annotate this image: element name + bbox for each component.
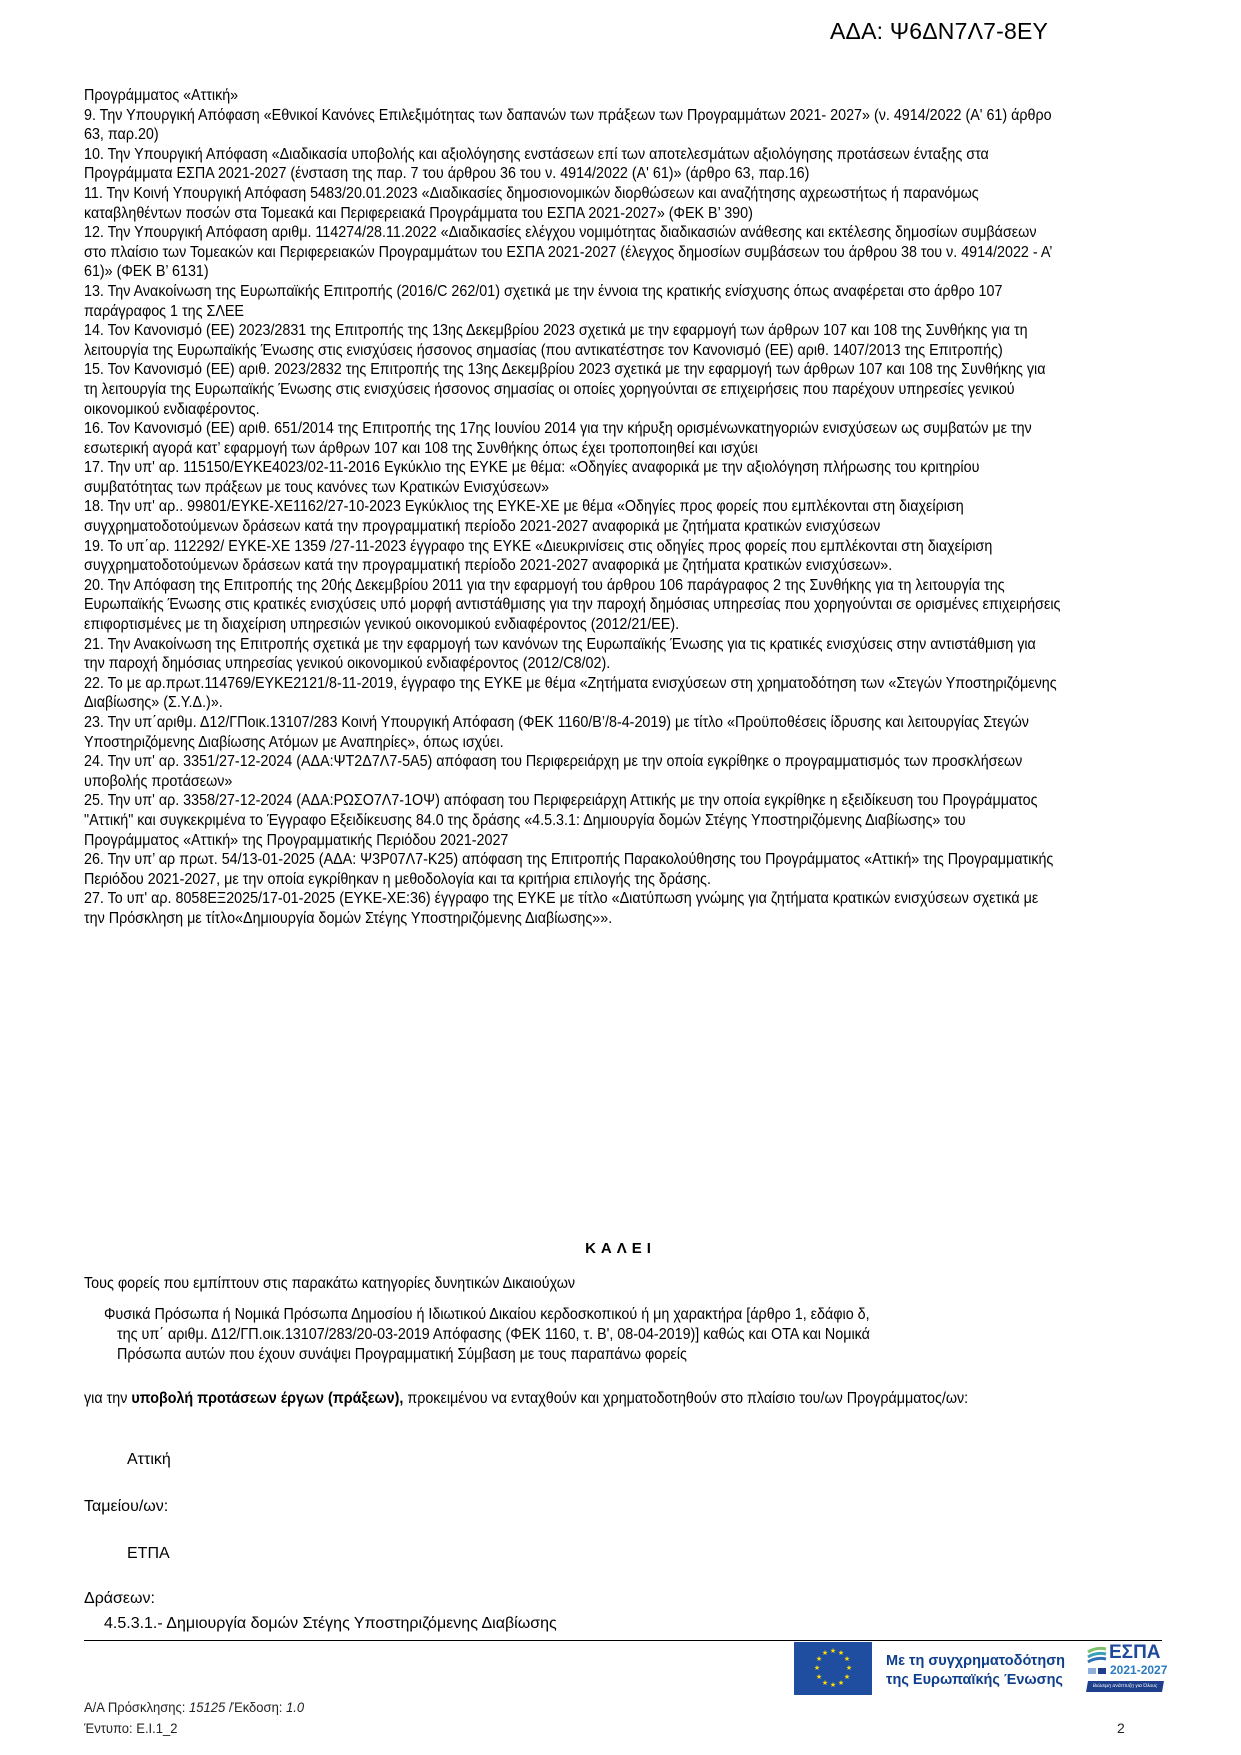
reference-item: 17. Την υπ' αρ. 115150/ΕΥΚΕ4023/02-11-2016 Εγκύκλιο της ΕΥΚΕ με θέμα: «Οδηγίες αναφορικά με την αξιολόγηση πλήρωσης του κριτηρίου συμβατότητας των πράξεων με τους κανόνες των Κρατικών Ενισχύσεων» bbox=[84, 459, 980, 496]
actions-label: Δράσεων: bbox=[84, 1590, 155, 1607]
svg-text:★: ★ bbox=[843, 1673, 851, 1681]
purpose-pre: για την bbox=[84, 1390, 132, 1407]
svg-text:★: ★ bbox=[837, 1649, 845, 1657]
reference-item: 16. Τον Κανονισμό (ΕΕ) αριθ. 651/2014 της Επιτροπής της 17ης Ιουνίου 2014 για την κήρυξη ορισμένωνκατηγοριών ενισχύσεων ως συμβατών με την εσωτερική αγορά κατ’ εφαρμογή των άρθρων 107 και 108 της Συνθήκης όπως έχει τροποποιηθεί και ισχύει bbox=[84, 420, 1032, 457]
espa-logo bbox=[1087, 1643, 1169, 1699]
reference-item: Προγράμματος «Αττική» bbox=[84, 87, 239, 104]
svg-text:★: ★ bbox=[829, 1681, 837, 1689]
espa-waves-icon bbox=[1087, 1645, 1107, 1679]
reference-item: 15. Τον Κανονισμό (ΕΕ) αριθ. 2023/2832 της Επιτροπής της 13ης Δεκεμβρίου 2023 σχετικά με την εφαρμογή των άρθρων 107 και 108 της Συνθήκης για τη λειτουργία της Ευρωπαϊκής Ένωσης στις ενισχύσεις ήσσονος σημασίας οι οποίες χορηγούνται σε επιχειρήσεις που παρέχουν υπηρεσίες γενικού οικονομικού ενδιαφέροντος. bbox=[84, 361, 1046, 418]
purpose-statement bbox=[84, 1389, 1149, 1409]
reference-item: 26. Την υπ’ αρ πρωτ. 54/13-01-2025 (ΑΔΑ: Ψ3Ρ07Λ7-Κ25) απόφαση της Επιτροπής Παρακολούθησης του Προγράμματος «Αττική» της Προγραμματικής Περιόδου 2021-2027, με την οποία εγκρίθηκαν η μεθοδολογία και τα κριτήρια επιλογής της δράσης. bbox=[84, 851, 1054, 888]
fund-label: Ταμείου/ων: bbox=[84, 1498, 169, 1515]
version-label: /Έκδοση: bbox=[225, 1699, 287, 1715]
reference-item: 14. Τον Κανονισμό (ΕΕ) 2023/2831 της Επιτροπής της 13ης Δεκεμβρίου 2023 σχετικά με την εφαρμογή των άρθρων 107 και 108 της Συνθήκης για τη λειτουργία της Ευρωπαϊκής Ένωσης στις ενισχύσεις ήσσονος σημασίας (που αντικατέστησε τον Κανονισμό (ΕΕ) αριθ. 1407/2013 της Επιτροπής) bbox=[84, 322, 1028, 359]
purpose-bold: υποβολή προτάσεων έργων (πράξεων), bbox=[131, 1390, 404, 1407]
reference-item: 27. Το υπ' αρ. 8058ΕΞ2025/17-01-2025 (ΕΥΚΕ-ΧΕ:36) έγγραφο της ΕΥΚΕ με τίτλο «Διατύπωση γνώμης για ζητήματα κρατικών ενισχύσεων σχετικά με την Πρόσκληση με τίτλο«Δημιουργία δομών Στέγης Υποστηριζόμενης Διαβίωσης»». bbox=[84, 890, 1039, 927]
reference-item: 18. Την υπ' αρ.. 99801/ΕΥΚΕ-ΧΕ1162/27-10-2023 Εγκύκλιος της ΕΥΚΕ-ΧΕ με θέμα «Οδηγίες προς φορείς που εμπλέκονται στη διαχείριση συγχρηματοδοτούμενων δράσεων κατά την προγραμματική περίοδο 2021-2027 αναφορικά με ζητήματα κρατικών ενισχύσεων bbox=[84, 498, 964, 536]
program-value: Αττική bbox=[127, 1451, 171, 1468]
page-number: 2 bbox=[1117, 1720, 1125, 1736]
svg-text:★: ★ bbox=[821, 1679, 829, 1687]
svg-text:★: ★ bbox=[821, 1649, 829, 1657]
svg-text:★: ★ bbox=[845, 1664, 853, 1672]
reference-item: 24. Την υπ' αρ. 3351/27-12-2024 (ΑΔΑ:ΨΤ2Δ7Λ7-5Α5) απόφαση του Περιφερειάρχη με την οποία εγκρίθηκε ο προγραμματισμός των προσκλήσεων υποβολής προτάσεων» bbox=[84, 753, 1023, 790]
svg-text:★: ★ bbox=[813, 1664, 821, 1672]
reference-item: 10. Την Υπουργική Απόφαση «Διαδικασία υποβολής και αξιολόγησης ενστάσεων επί των αποτελεσμάτων αξιολόγησης προτάσεων ένταξης στα Προγράμματα ΕΣΠΑ 2021-2027 (ένσταση της παρ. 7 του άρθρου 36 του ν. 4914/2022 (Α' 61)» (άρθρο 63, παρ.16) bbox=[84, 145, 989, 183]
reference-item: 25. Την υπ' αρ. 3358/27-12-2024 (ΑΔΑ:ΡΩΣΟ7Λ7-1ΟΨ) απόφαση του Περιφερειάρχη Αττικής με την οποία εγκρίθηκε η εξειδίκευση του Προγράμματος "Αττική" και συγκεκριμένα το Έγγραφο Εξειδίκευσης 84.0 της δράσης «4.5.3.1: Δημιουργία δομών Στέγης Υποστηριζόμενης Διαβίωσης» του Προγράμματος «Αττική» της Προγραμματικής Περιόδου 2021-2027 bbox=[84, 792, 1038, 849]
svg-text:★: ★ bbox=[837, 1679, 845, 1687]
section-heading: ΚΑΛΕΙ bbox=[585, 1240, 656, 1257]
espa-word: ΕΣΠΑ bbox=[1109, 1642, 1161, 1663]
purpose-post: προκειμένου να ενταχθούν και χρηματοδοτηθούν στο πλαίσιο του/ων Προγράμματος/ων: bbox=[403, 1390, 969, 1407]
espa-tagline: Βιώσιμη ανάπτυξη για Όλους bbox=[1086, 1681, 1164, 1692]
eu-flag-icon bbox=[794, 1642, 872, 1695]
eu-cofunding-text bbox=[886, 1652, 1065, 1690]
reference-item: 9. Την Υπουργική Απόφαση «Εθνικοί Κανόνες Επιλεξιμότητας των δαπανών των πράξεων των Προγραμμάτων 2021- 2027» (ν. 4914/2022 (Α' 61) άρθρο 63, παρ.20) bbox=[84, 106, 1052, 144]
footer-divider bbox=[84, 1640, 1162, 1641]
beneficiaries-intro: Τους φορείς που εμπίπτουν στις παρακάτω κατηγορίες δυνητικών Δικαιούχων bbox=[84, 1275, 576, 1292]
reference-item: 20. Την Απόφαση της Επιτροπής της 20ής Δεκεμβρίου 2011 για την εφαρμογή του άρθρου 106 παράγραφος 2 της Συνθήκης για τη λειτουργία της Ευρωπαϊκής Ένωσης στις κρατικές ενισχύσεις υπό μορφή αντιστάθμισης για την παροχή δημόσιας υπηρεσίας που χορηγούνται σε ορισμένες επιχειρήσεις επιφορτισμένες με τη διαχείριση υπηρεσιών γενικού οικονομικού ενδιαφέροντος (2012/21/ΕΕ). bbox=[84, 576, 1061, 634]
action-value: 4.5.3.1.- Δημιουργία δομών Στέγης Υποστηριζόμενης Διαβίωσης bbox=[104, 1615, 557, 1632]
svg-text:★: ★ bbox=[829, 1647, 837, 1655]
beneficiaries-line: Φυσικά Πρόσωπα ή Νομικά Πρόσωπα Δημοσίου ή Ιδιωτικού Δικαίου κερδοσκοπικού ή μη χαρακτήρα [άρθρο 1, εδάφιο δ, bbox=[104, 1306, 870, 1323]
reference-item: 21. Την Ανακοίνωση της Επιτροπής σχετικά με την εφαρμογή των κανόνων της Ευρωπαϊκής Ένωσης για τις κρατικές ενισχύσεις στην αντιστάθμιση για την παροχή δημόσιας υπηρεσίας γενικού οικονομικού ενδιαφέροντος (2012/C8/02). bbox=[84, 635, 1036, 673]
svg-text:★: ★ bbox=[815, 1655, 823, 1663]
ada-code: ΑΔΑ: Ψ6ΔΝ7Λ7-8ΕΥ bbox=[830, 18, 1049, 44]
legal-references bbox=[84, 86, 1061, 929]
fund-value: ΕΤΠΑ bbox=[127, 1545, 170, 1562]
version-number: 1.0 bbox=[286, 1699, 305, 1715]
eu-text-line: της Ευρωπαϊκής Ένωσης bbox=[886, 1672, 1063, 1688]
svg-text:★: ★ bbox=[843, 1655, 851, 1663]
reference-item: 11. Την Κοινή Υπουργική Απόφαση 5483/20.01.2023 «Διαδικασίες δημοσιονομικών διορθώσεων και αναζήτησης αχρεωστήτως ή παρανόμως καταβληθέντων ποσών στα Τομεακά και Περιφερειακά Προγράμματα του ΕΣΠΑ 2021-2027» (ΦΕΚ Β’ 390) bbox=[84, 184, 979, 222]
call-label: Α/Α Πρόσκλησης: bbox=[84, 1699, 190, 1715]
reference-item: 23. Την υπ΄αριθμ. Δ12/ΓΠοικ.13107/283 Κοινή Υπουργική Απόφαση (ΦΕΚ 1160/Β’/8-4-2019) με τίτλο «Προϋποθέσεις ίδρυσης και λειτουργίας Στεγών Υποστηριζόμενης Διαβίωσης Ατόμων με Αναπηρίες», όπως ισχύει. bbox=[84, 714, 1029, 751]
beneficiaries-description bbox=[104, 1305, 1108, 1365]
beneficiaries-line: της υπ΄ αριθμ. Δ12/ΓΠ.οικ.13107/283/20-03-2019 Απόφασης (ΦΕΚ 1160, τ. Β', 08-04-2019)] καθώς και ΟΤΑ και Νομικά bbox=[117, 1326, 870, 1343]
reference-item: 13. Την Ανακοίνωση της Ευρωπαϊκής Επιτροπής (2016/C 262/01) σχετικά με την έννοια της κρατικής ενίσχυσης όπως αναφέρεται στο άρθρο 107 παράγραφος 1 της ΣΛΕΕ bbox=[84, 282, 1003, 320]
form-code: Έντυπο: Ε.Ι.1_2 bbox=[84, 1720, 178, 1736]
espa-years: 2021-2027 bbox=[1110, 1663, 1168, 1677]
reference-item: 19. Το υπ΄αρ. 112292/ ΕΥΚΕ-ΧΕ 1359 /27-11-2023 έγγραφο της ΕΥΚΕ «Διευκρινίσεις στις οδηγίες προς φορείς που εμπλέκονται στη διαχείριση συγχρηματοδοτούμενων δράσεων κατά την προγραμματική περίοδο 2021-2027 αναφορικά με ζητήματα κρατικών ενισχύσεων». bbox=[84, 537, 993, 575]
call-number: 15125 bbox=[189, 1699, 226, 1715]
svg-text:★: ★ bbox=[815, 1673, 823, 1681]
eu-text-line: Με τη συγχρηματοδότηση bbox=[886, 1653, 1066, 1669]
reference-item: 12. Την Υπουργική Απόφαση αριθμ. 114274/28.11.2022 «Διαδικασίες ελέγχου νομιμότητας διαδικασιών ανάθεσης και εκτέλεσης δημοσίων συμβάσεων στο πλαίσιο των Τομεακών και Περιφερειακών Προγραμμάτων του ΕΣΠΑ 2021-2027 (έλεγχος δημοσίων συμβάσεων του άρθρου 38 του ν. 4914/2022 - Α’ 61)» (ΦΕΚ Β’ 6131) bbox=[84, 224, 1052, 281]
reference-item: 22. Το με αρ.πρωτ.114769/ΕΥΚΕ2121/8-11-2019, έγγραφο της ΕΥΚΕ με θέμα «Ζητήματα ενισχύσεων στη χρηματοδότηση των «Στεγών Υποστηριζόμενης Διαβίωσης» (Σ.Υ.Δ.)». bbox=[84, 674, 1057, 712]
beneficiaries-line: Πρόσωπα αυτών που έχουν συνάψει Προγραμματική Σύμβαση με τους παραπάνω φορείς bbox=[117, 1346, 687, 1363]
call-info bbox=[84, 1699, 304, 1715]
